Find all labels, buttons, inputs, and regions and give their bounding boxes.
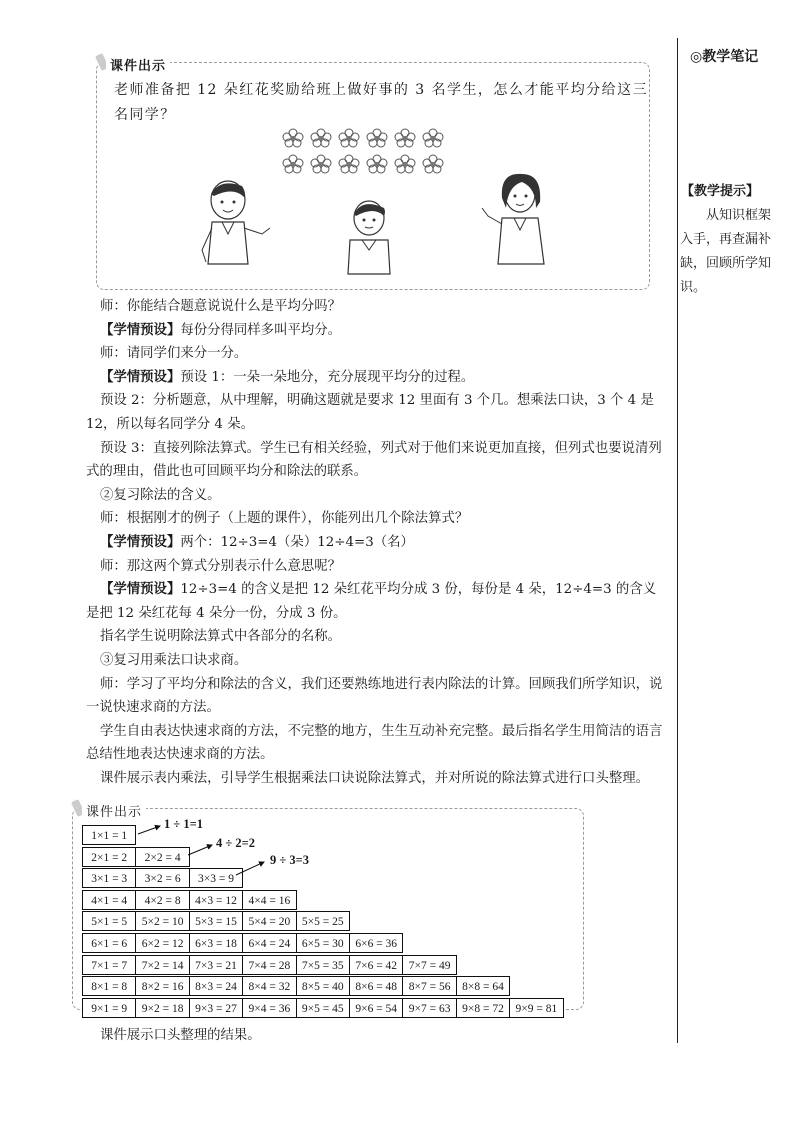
table-cell: 4×4 = 16	[242, 890, 296, 910]
paragraph-text: 课件展示表内乘法，引导学生根据乘法口诀说除法算式，并对所说的除法算式进行口头整理。	[100, 770, 650, 786]
table-cell: 8×2 = 16	[135, 976, 189, 996]
table-cell: 6×1 = 6	[82, 933, 136, 953]
tip-title: 【教学提示】	[681, 184, 760, 199]
table-cell: 5×5 = 25	[296, 911, 350, 931]
table-cell: 9×3 = 27	[189, 998, 243, 1018]
paragraph-text: 预设 3：直接列除法算式。学生已有相关经验，列式对于他们来说更加直接，但列式也要说清列式的理由，借此也可回顾平均分和除法的联系。	[86, 440, 662, 480]
paragraph	[86, 578, 668, 625]
flower-icon	[422, 154, 444, 174]
paragraph	[86, 484, 668, 508]
flower-icon	[366, 128, 388, 148]
table-cell: 6×4 = 24	[242, 933, 296, 953]
problem-text: 老师准备把 12 朵红花奖励给班上做好事的 3 名学生，怎么才能平均分给这三名同学？	[114, 82, 648, 123]
table-cell: 3×2 = 6	[135, 868, 189, 888]
table-cell: 9×9 = 81	[509, 998, 563, 1018]
sidebar-title: ◎教学笔记	[690, 49, 759, 65]
paragraph	[86, 555, 668, 579]
final-text: 课件展示口头整理的结果。	[100, 1028, 261, 1043]
flower-icon	[422, 128, 444, 148]
paragraph	[86, 366, 668, 390]
table-cell: 7×5 = 35	[296, 955, 350, 975]
paragraph	[86, 342, 668, 366]
paragraph-text: 师：你能结合题意说说什么是平均分吗？	[100, 299, 342, 314]
paragraph	[86, 319, 668, 343]
paragraph	[86, 625, 668, 649]
sidebar-divider	[677, 38, 678, 1043]
paragraph	[86, 507, 668, 531]
callout-2: 4 ÷ 2=2	[216, 836, 255, 850]
table-cell: 5×1 = 5	[82, 911, 136, 931]
paragraph-text: 师：那这两个算式分别表示什么意思呢？	[100, 558, 342, 574]
table-cell: 9×1 = 9	[82, 998, 136, 1018]
paragraph	[86, 673, 668, 720]
table-cell: 9×4 = 36	[242, 998, 296, 1018]
table-cell: 8×3 = 24	[189, 976, 243, 996]
paragraph-text: 师：根据刚才的例子（上题的课件），你能列出几个除法算式？	[100, 511, 469, 527]
table-cell: 8×6 = 48	[349, 976, 403, 996]
table-cell: 6×6 = 36	[349, 933, 403, 953]
paragraph	[86, 649, 668, 673]
table-cell: 7×1 = 7	[82, 955, 136, 975]
table-cell: 4×3 = 12	[189, 890, 243, 910]
paragraph	[86, 720, 668, 767]
table-cell: 8×7 = 56	[402, 976, 456, 996]
table-cell: 5×3 = 15	[189, 911, 243, 931]
preset-label: 【学情预设】	[100, 533, 181, 550]
paragraph	[86, 767, 668, 791]
flower-icon	[394, 154, 416, 174]
boy-left-illustration	[190, 172, 280, 267]
table-cell: 9×8 = 72	[456, 998, 510, 1018]
courseware-tag-1: 课件出示	[106, 55, 170, 74]
table-cell: 7×6 = 42	[349, 955, 403, 975]
paragraph-text: 指名学生说明除法算式中各部分的名称。	[100, 629, 342, 645]
preset-label: 【学情预设】	[100, 368, 181, 385]
paragraph-text: 每份分得同样多叫平均分。	[180, 322, 342, 338]
boy-middle-illustration	[334, 196, 404, 276]
table-cell: 7×2 = 14	[135, 955, 189, 975]
paragraph-text: 师：请同学们来分一分。	[100, 346, 248, 362]
table-cell: 2×1 = 2	[82, 847, 136, 867]
table-cell: 3×1 = 3	[82, 868, 136, 888]
table-cell: 5×4 = 20	[242, 911, 296, 931]
paragraph-text: 师：学习了平均分和除法的含义，我们还要熟练地进行表内除法的计算。回顾我们所学知识，说一说快速求商的方法。	[86, 676, 663, 716]
table-cell: 9×7 = 63	[402, 998, 456, 1018]
table-cell: 8×1 = 8	[82, 976, 136, 996]
table-cell: 2×2 = 4	[135, 847, 189, 867]
lesson-body	[86, 295, 668, 790]
callout-3: 9 ÷ 3=3	[270, 853, 309, 867]
table-cell: 8×4 = 32	[242, 976, 296, 996]
table-cell: 1×1 = 1	[82, 825, 136, 845]
table-cell: 7×4 = 28	[242, 955, 296, 975]
table-cell: 7×7 = 49	[402, 955, 456, 975]
flower-icon	[338, 154, 360, 174]
preset-label: 【学情预设】	[100, 581, 181, 598]
table-cell: 6×3 = 18	[189, 933, 243, 953]
table-cell: 4×2 = 8	[135, 890, 189, 910]
table-cell: 9×6 = 54	[349, 998, 403, 1018]
preset-label: 【学情预设】	[100, 321, 181, 338]
courseware-tag-2: 课件出示	[82, 801, 146, 820]
table-cell: 3×3 = 9	[189, 868, 243, 888]
table-cell: 9×2 = 18	[135, 998, 189, 1018]
paragraph-text: 学生自由表达快速求商的方法，不完整的地方，生生互动补充完整。最后指名学生用简洁的语言总结性地表达快速求商的方法。	[86, 723, 663, 763]
table-cell: 4×1 = 4	[82, 890, 136, 910]
flower-icon	[366, 154, 388, 174]
table-cell: 7×3 = 21	[189, 955, 243, 975]
callout-1: 1 ÷ 1=1	[164, 817, 203, 831]
table-cell: 5×2 = 10	[135, 911, 189, 931]
paragraph	[86, 389, 668, 436]
paragraph-text: 预设 1：一朵一朵地分，充分展现平均分的过程。	[180, 369, 475, 385]
paragraph	[86, 295, 668, 319]
flower-icon	[282, 154, 304, 174]
flower-icon	[310, 154, 332, 174]
flower-icon	[394, 128, 416, 148]
table-cell: 6×5 = 30	[296, 933, 350, 953]
table-cell: 6×2 = 12	[135, 933, 189, 953]
table-cell: 8×5 = 40	[296, 976, 350, 996]
table-cell: 8×8 = 64	[456, 976, 510, 996]
flower-icon	[310, 128, 332, 148]
paragraph-text: 预设 2：分析题意，从中理解，明确这题就是要求 12 里面有 3 个几。想乘法口诀，3 个 4 是 12，所以每名同学分 4 朵。	[86, 393, 654, 432]
paragraph-text: ②复习除法的含义。	[100, 487, 221, 503]
flower-icon	[282, 128, 304, 148]
tip-text: 从知识框架入手，再查漏补缺，回顾所学知识。	[680, 208, 772, 295]
paragraph	[86, 531, 668, 555]
paragraph-text: 两个：12÷3=4（朵）12÷4=3（名）	[180, 534, 414, 550]
paragraph	[86, 437, 668, 484]
girl-right-illustration	[478, 168, 568, 268]
paragraph-text: ③复习用乘法口诀求商。	[100, 652, 248, 668]
paragraph-text: 12÷3=4 的含义是把 12 朵红花平均分成 3 份，每份是 4 朵，12÷4=3 的含义是把 12 朵红花每 4 朵分一份，分成 3 份。	[86, 582, 657, 621]
table-cell: 9×5 = 45	[296, 998, 350, 1018]
flower-icon	[338, 128, 360, 148]
